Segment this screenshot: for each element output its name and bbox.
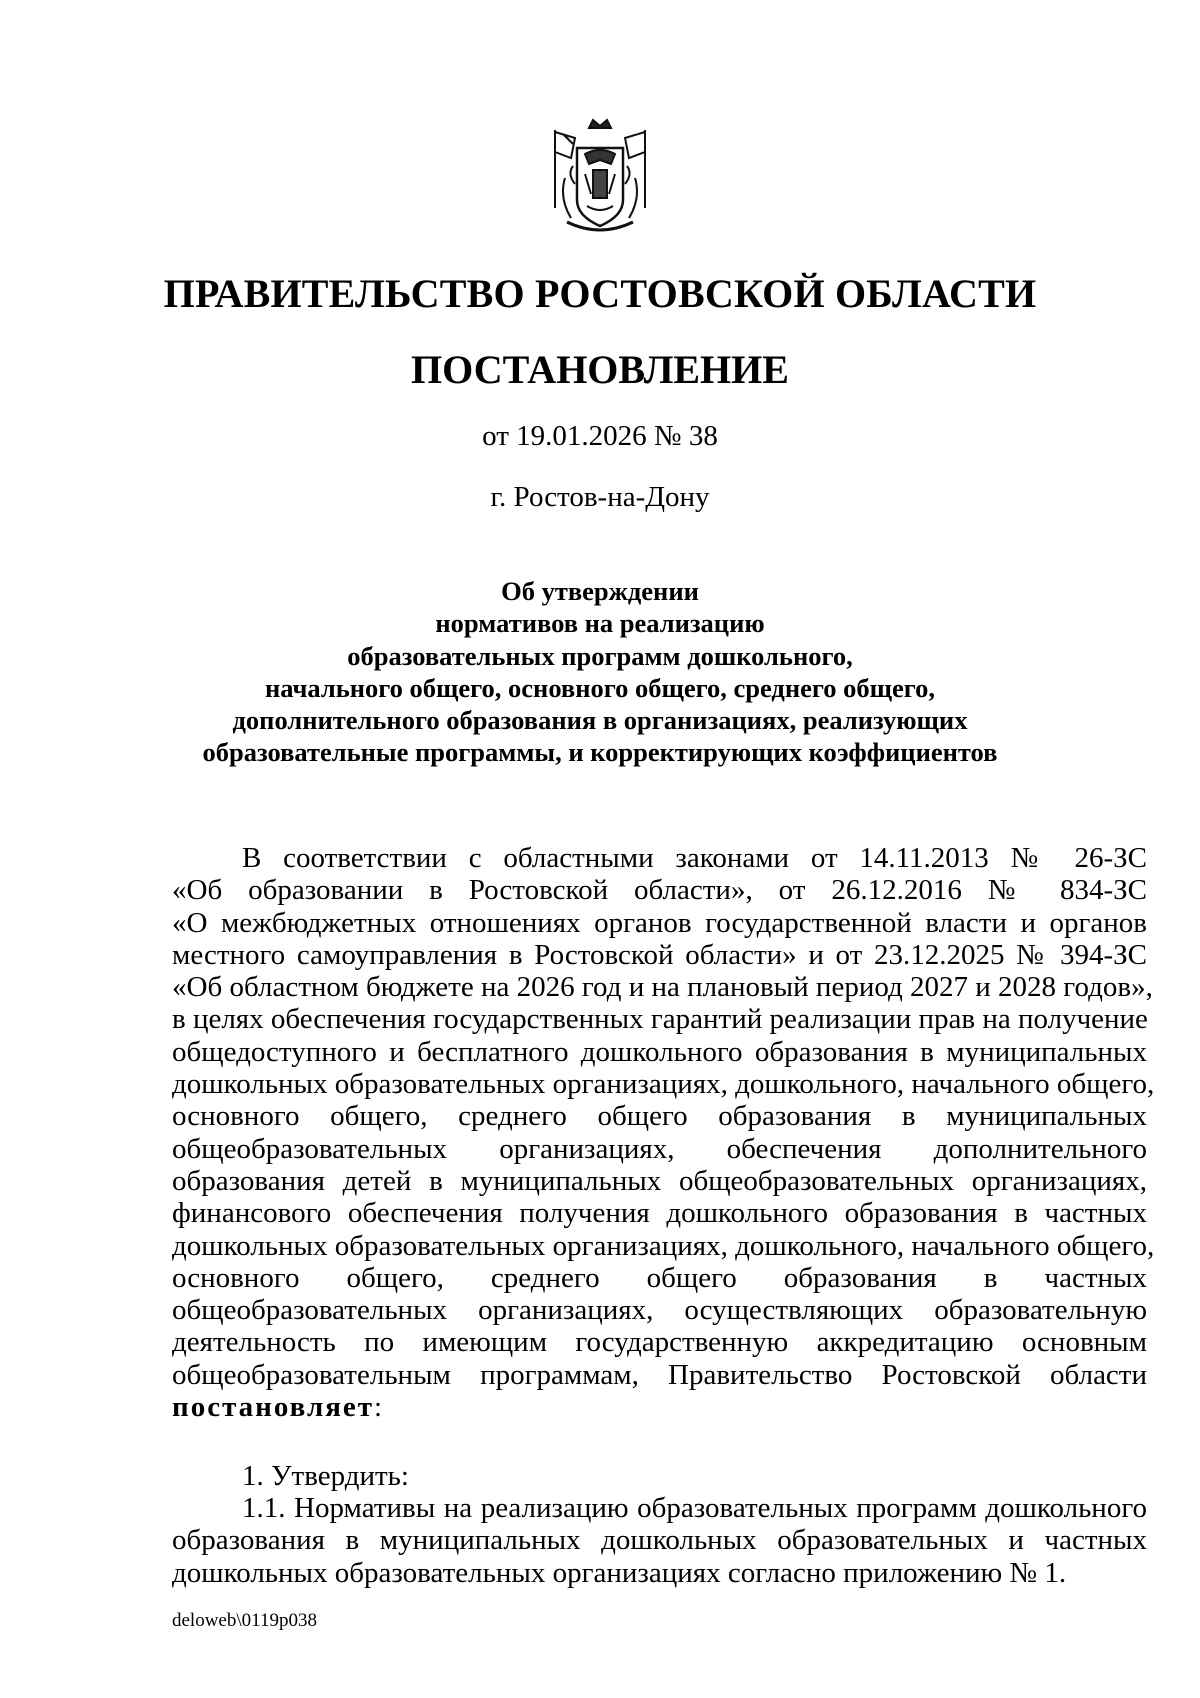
document-code-footer: deloweb\0119p038 — [172, 1610, 317, 1631]
preamble-line: местного самоуправления в Ростовской области» и от 23.12.2025 № 394-ЗС — [172, 938, 1147, 971]
preamble-line: основного общего, среднего общего образования в частных — [172, 1261, 1147, 1294]
resolve-punct: : — [374, 1391, 383, 1424]
subject-line: нормативов на реализацию — [435, 608, 765, 639]
preamble-line: финансового обеспечения получения дошкольного образования в частных — [172, 1197, 1147, 1230]
organization-title: ПРАВИТЕЛЬСТВО РОСТОВСКОЙ ОБЛАСТИ — [163, 271, 1037, 316]
preamble-line: общеобразовательным программам, Правительство Ростовской области — [172, 1358, 1147, 1391]
subject-line: образовательные программы, и корректирующих коэффициентов — [202, 737, 998, 768]
preamble-line: деятельность по имеющим государственную аккредитацию основным — [172, 1326, 1147, 1359]
preamble-paragraph — [172, 842, 1155, 1424]
preamble-line: «Об областном бюджете на 2026 год и на плановый период 2027 и 2028 годов», — [172, 971, 1153, 1004]
preamble-line: «Об образовании в Ростовской области», от 26.12.2016 № 834-ЗС — [172, 874, 1147, 907]
item-1: 1. Утвердить: — [242, 1460, 409, 1492]
preamble-line: в целях обеспечения государственных гарантий реализации прав на получение — [172, 1003, 1148, 1036]
preamble-line: дошкольных образовательных организациях, дошкольного, начального общего, — [172, 1229, 1155, 1262]
coat-of-arms-emblem — [545, 118, 655, 236]
preamble-line: основного общего, среднего общего образования в муниципальных — [172, 1100, 1147, 1133]
subject-line: образовательных программ дошкольного, — [347, 640, 853, 671]
preamble-line: общеобразовательных организациях, обеспечения дополнительного — [172, 1132, 1147, 1165]
preamble-resolve-line — [172, 1391, 1147, 1423]
item-1-1-line: образования в муниципальных дошкольных образовательных и частных — [172, 1524, 1147, 1557]
item-1-1-line: дошкольных образовательных организациях согласно приложению № 1. — [172, 1556, 1067, 1589]
document-date-number: от 19.01.2026 № 38 — [482, 420, 718, 452]
subject-line: начального общего, основного общего, среднего общего, — [265, 672, 935, 703]
subject-line: дополнительного образования в организациях, реализующих — [232, 705, 968, 736]
document-type-title: ПОСТАНОВЛЕНИЕ — [411, 347, 789, 392]
preamble-line: В соответствии с областными законами от 14.11.2013 № 26-ЗС — [242, 842, 1147, 874]
document-subject — [160, 575, 1040, 769]
preamble-line: образования детей в муниципальных общеобразовательных организациях, — [172, 1164, 1147, 1197]
preamble-line: дошкольных образовательных организациях, дошкольного, начального общего, — [172, 1068, 1155, 1101]
resolve-word: постановляет — [172, 1391, 375, 1424]
item-1-1-line: 1.1. Нормативы на реализацию образовательных программ дошкольного — [242, 1492, 1147, 1524]
document-city: г. Ростов-на-Дону — [490, 481, 710, 513]
preamble-line: общеобразовательных организациях, осуществляющих образовательную — [172, 1294, 1147, 1327]
preamble-line: общедоступного и бесплатного дошкольного образования в муниципальных — [172, 1035, 1147, 1068]
item-1-1 — [172, 1492, 1147, 1589]
subject-line: Об утверждении — [501, 576, 699, 606]
preamble-line: «О межбюджетных отношениях органов государственной власти и органов — [172, 906, 1147, 939]
